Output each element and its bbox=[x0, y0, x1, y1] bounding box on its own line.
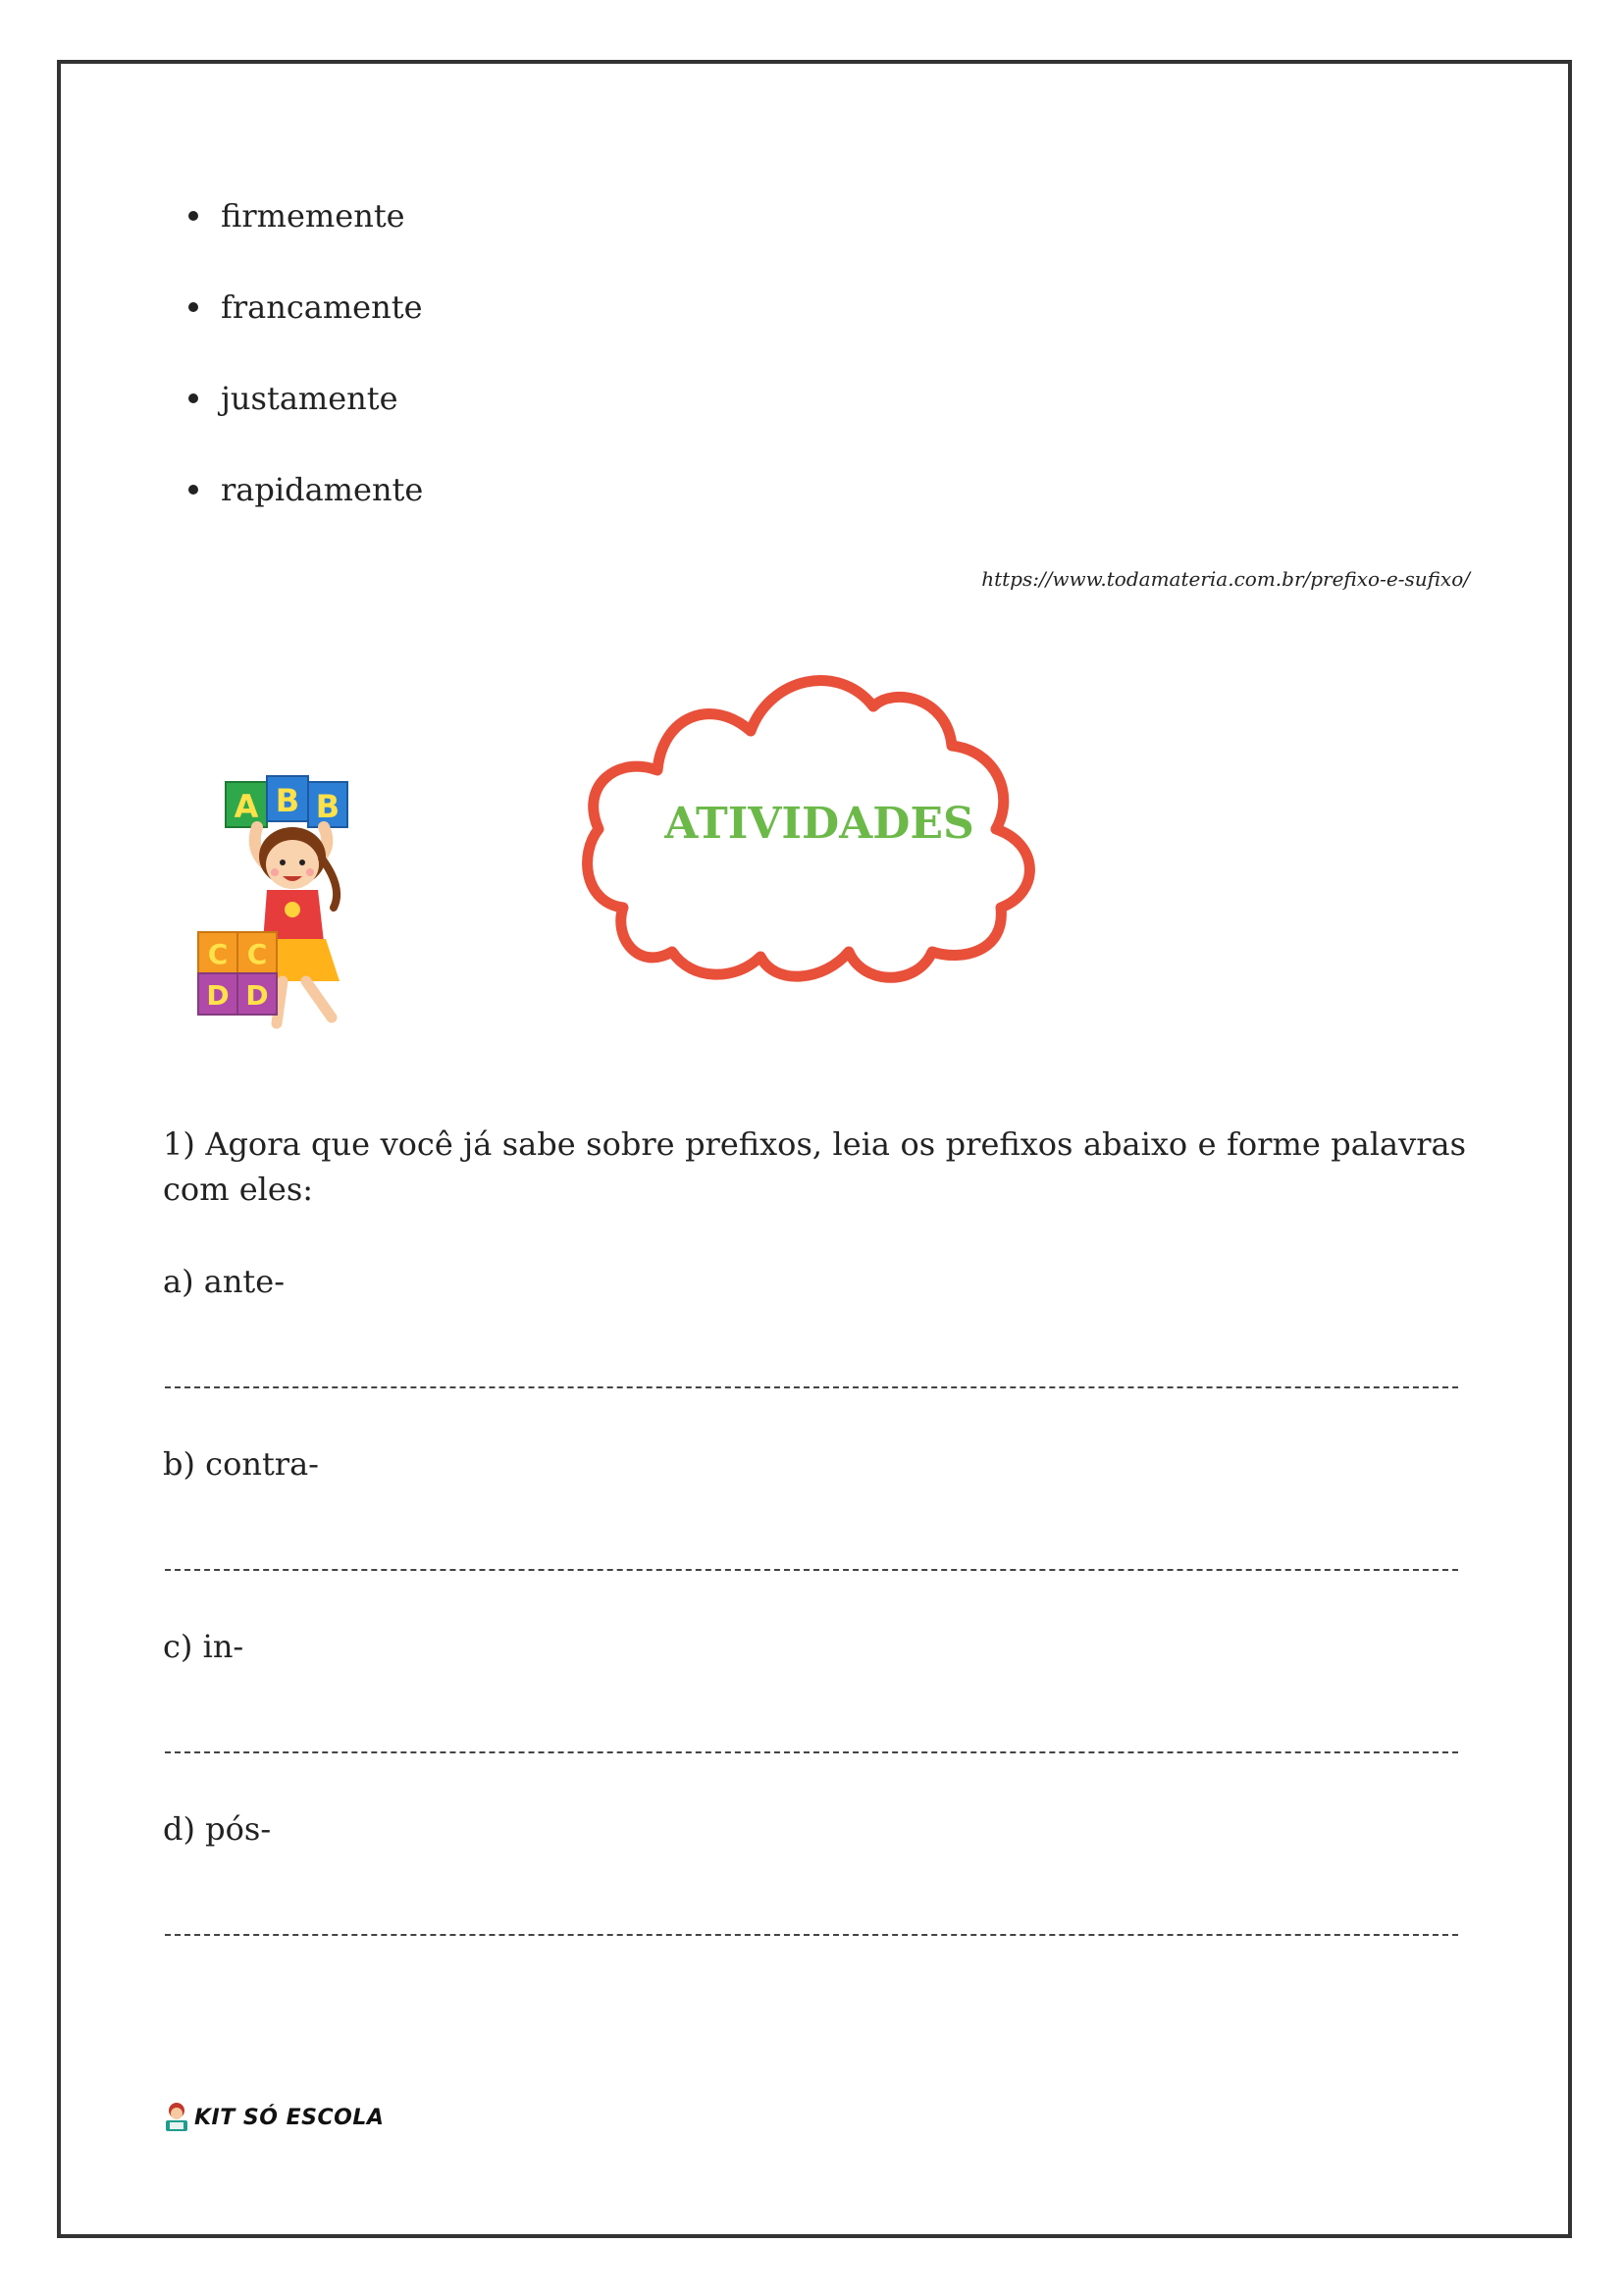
block-letter: D bbox=[245, 979, 269, 1012]
list-item: firmemente bbox=[186, 196, 423, 235]
prefix-item-a: a) ante- bbox=[163, 1263, 286, 1300]
answer-line-d[interactable] bbox=[165, 1934, 1458, 1936]
prefix-item-b: b) contra- bbox=[163, 1445, 319, 1483]
girl-with-blocks-illustration bbox=[196, 770, 402, 1040]
adverb-list bbox=[186, 196, 423, 561]
logo-text: KIT SÓ ESCOLA bbox=[194, 2105, 385, 2130]
bullet-dot bbox=[188, 302, 198, 312]
block-letter: D bbox=[206, 979, 230, 1012]
bullet-dot bbox=[188, 211, 198, 221]
list-item: rapidamente bbox=[186, 470, 423, 509]
footer-logo bbox=[163, 2100, 384, 2135]
answer-line-b[interactable] bbox=[165, 1569, 1458, 1571]
answer-line-a[interactable] bbox=[165, 1386, 1458, 1388]
prefix-item-d: d) pós- bbox=[163, 1810, 272, 1848]
block-letter: C bbox=[207, 938, 229, 970]
block-letter: B bbox=[275, 782, 300, 819]
question-prompt: 1) Agora que você já sabe sobre prefixos, leia os prefixos abaixo e forme palavras com eles: bbox=[163, 1125, 1466, 1208]
list-item: justamente bbox=[186, 379, 423, 418]
source-link[interactable]: https://www.todamateria.com.br/prefixo-e-sufixo/ bbox=[981, 567, 1470, 591]
prefix-item-c: c) in- bbox=[163, 1628, 244, 1665]
bullet-dot bbox=[188, 485, 198, 495]
bullet-dot bbox=[188, 393, 198, 403]
block-letter: B bbox=[315, 788, 340, 825]
activities-title: ATIVIDADES bbox=[664, 799, 974, 849]
kid-reading-icon bbox=[163, 2102, 190, 2133]
block-letter: C bbox=[246, 938, 268, 970]
answer-line-c[interactable] bbox=[165, 1751, 1458, 1753]
list-item: francamente bbox=[186, 287, 423, 327]
block-letter: A bbox=[234, 788, 259, 825]
